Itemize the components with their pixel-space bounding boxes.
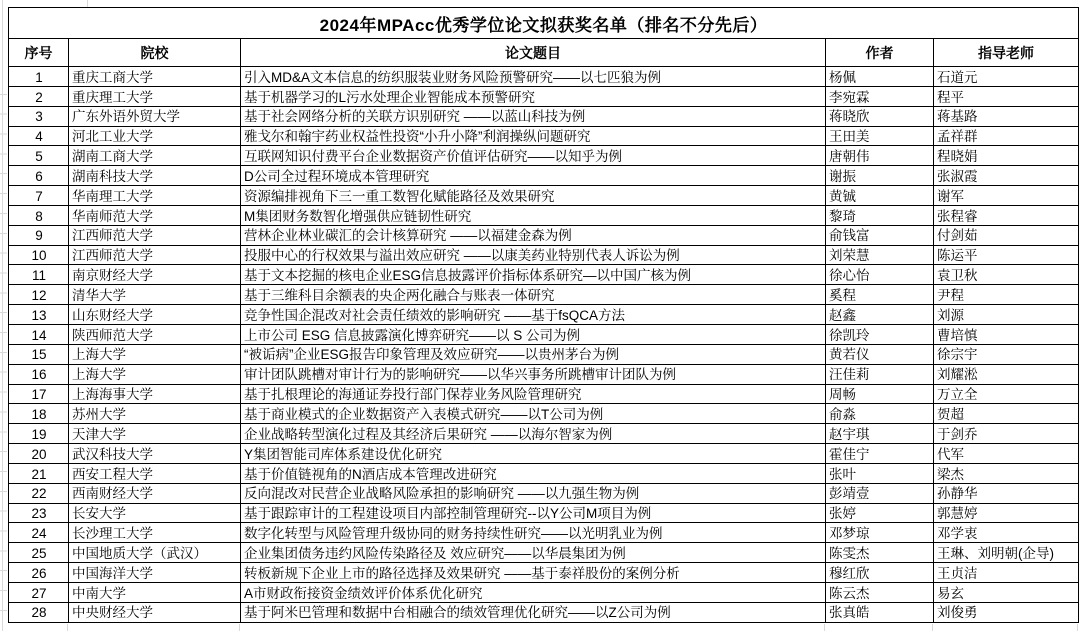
cell-author: 徐凯玲 <box>826 324 934 344</box>
cell-advisor: 袁卫秋 <box>934 265 1079 285</box>
cell-school: 华南理工大学 <box>69 186 241 206</box>
cell-thesis-title: 反向混改对民营企业战略风险承担的影响研究 ——以九强生物为例 <box>241 483 826 503</box>
table-row <box>9 344 1079 364</box>
cell-index: 3 <box>9 106 69 126</box>
cell-advisor: 谢军 <box>934 186 1079 206</box>
cell-index: 28 <box>9 602 69 622</box>
col-header-thesis: 论文题目 <box>241 39 826 67</box>
cell-advisor: 尹程 <box>934 285 1079 305</box>
cell-school: 长沙理工大学 <box>69 523 241 543</box>
table-row <box>9 106 1079 126</box>
gridline-top-tick <box>87 0 88 7</box>
award-list-table <box>8 7 1079 623</box>
cell-thesis-title: M集团财务数智化增强供应链韧性研究 <box>241 205 826 225</box>
table-row <box>9 444 1079 464</box>
cell-index: 26 <box>9 563 69 583</box>
cell-index: 2 <box>9 86 69 106</box>
cell-index: 27 <box>9 582 69 602</box>
cell-school: 上海海事大学 <box>69 384 241 404</box>
table-row <box>9 225 1079 245</box>
col-header-author: 作者 <box>826 39 934 67</box>
cell-advisor: 王贞洁 <box>934 563 1079 583</box>
cell-school: 武汉科技大学 <box>69 444 241 464</box>
col-header-school: 院校 <box>69 39 241 67</box>
table-body <box>9 67 1079 623</box>
cell-author: 黄若仪 <box>826 344 934 364</box>
table-row <box>9 543 1079 563</box>
cell-school: 中国海洋大学 <box>69 563 241 583</box>
cell-author: 唐朝伟 <box>826 146 934 166</box>
table-row <box>9 205 1079 225</box>
table-row <box>9 67 1079 87</box>
table-row <box>9 424 1079 444</box>
gridline-left-row-ticks <box>0 75 7 625</box>
cell-advisor: 刘源 <box>934 305 1079 325</box>
cell-thesis-title: 竞争性国企混改对社会责任绩效的影响研究 ——基于fsQCA方法 <box>241 305 826 325</box>
table-row <box>9 364 1079 384</box>
cell-index: 8 <box>9 205 69 225</box>
gridline-bottom-tick <box>824 624 825 631</box>
cell-index: 5 <box>9 146 69 166</box>
cell-advisor: 梁杰 <box>934 463 1079 483</box>
table-row <box>9 463 1079 483</box>
cell-advisor: 徐宗宇 <box>934 344 1079 364</box>
table-row <box>9 126 1079 146</box>
cell-thesis-title: 上市公司 ESG 信息披露演化博弈研究——以 S 公司为例 <box>241 324 826 344</box>
cell-advisor: 王琳、刘明朝(企导) <box>934 543 1079 563</box>
cell-thesis-title: 互联网知识付费平台企业数据资产价值评估研究——以知乎为例 <box>241 146 826 166</box>
cell-school: 江西师范大学 <box>69 245 241 265</box>
cell-school: 湖南科技大学 <box>69 166 241 186</box>
cell-author: 俞钱富 <box>826 225 934 245</box>
cell-thesis-title: 基于价值链视角的N酒店成本管理改进研究 <box>241 463 826 483</box>
cell-index: 12 <box>9 285 69 305</box>
cell-school: 陕西师范大学 <box>69 324 241 344</box>
cell-advisor: 程晓娟 <box>934 146 1079 166</box>
cell-school: 中南大学 <box>69 582 241 602</box>
cell-index: 10 <box>9 245 69 265</box>
cell-index: 20 <box>9 444 69 464</box>
table-row <box>9 483 1079 503</box>
cell-advisor: 刘俊勇 <box>934 602 1079 622</box>
cell-author: 黄铖 <box>826 186 934 206</box>
cell-thesis-title: 基于阿米巴管理和数据中台相融合的绩效管理优化研究——以Z公司为例 <box>241 602 826 622</box>
cell-school: 天津大学 <box>69 424 241 444</box>
cell-thesis-title: 企业战略转型演化过程及其经济后果研究 ——以海尔智家为例 <box>241 424 826 444</box>
cell-advisor: 孟祥群 <box>934 126 1079 146</box>
cell-index: 21 <box>9 463 69 483</box>
cell-author: 王田美 <box>826 126 934 146</box>
cell-thesis-title: 转板新规下企业上市的路径选择及效果研究 ——基于泰祥股份的案例分析 <box>241 563 826 583</box>
cell-advisor: 张程睿 <box>934 205 1079 225</box>
cell-thesis-title: 基于商业模式的企业数据资产入表模式研究——以T公司为例 <box>241 404 826 424</box>
cell-author: 徐心怡 <box>826 265 934 285</box>
cell-advisor: 万立全 <box>934 384 1079 404</box>
cell-school: 苏州大学 <box>69 404 241 424</box>
cell-index: 6 <box>9 166 69 186</box>
cell-author: 彭靖壹 <box>826 483 934 503</box>
cell-advisor: 刘耀淞 <box>934 364 1079 384</box>
cell-author: 俞淼 <box>826 404 934 424</box>
cell-advisor: 孙静华 <box>934 483 1079 503</box>
cell-author: 张叶 <box>826 463 934 483</box>
cell-school: 南京财经大学 <box>69 265 241 285</box>
table-row <box>9 265 1079 285</box>
table-row <box>9 582 1079 602</box>
cell-advisor: 付剑茹 <box>934 225 1079 245</box>
col-header-index: 序号 <box>9 39 69 67</box>
table-row <box>9 324 1079 344</box>
cell-index: 7 <box>9 186 69 206</box>
header-row <box>9 39 1079 67</box>
cell-index: 18 <box>9 404 69 424</box>
cell-index: 4 <box>9 126 69 146</box>
cell-author: 赵鑫 <box>826 305 934 325</box>
cell-school: 上海大学 <box>69 364 241 384</box>
cell-thesis-title: 基于三维科目余额表的央企两化融合与账表一体研究 <box>241 285 826 305</box>
cell-author: 汪佳莉 <box>826 364 934 384</box>
cell-thesis-title: A市财政衔接资金绩效评价体系优化研究 <box>241 582 826 602</box>
cell-author: 邓梦琼 <box>826 523 934 543</box>
cell-author: 陈雯杰 <box>826 543 934 563</box>
title-row <box>9 8 1079 39</box>
cell-school: 中央财经大学 <box>69 602 241 622</box>
cell-advisor: 邓学衷 <box>934 523 1079 543</box>
cell-school: 上海大学 <box>69 344 241 364</box>
cell-advisor: 于剑乔 <box>934 424 1079 444</box>
table-row <box>9 503 1079 523</box>
cell-author: 奚程 <box>826 285 934 305</box>
table-row <box>9 384 1079 404</box>
cell-thesis-title: 数字化转型与风险管理升级协同的财务持续性研究——以光明乳业为例 <box>241 523 826 543</box>
cell-index: 25 <box>9 543 69 563</box>
cell-author: 李宛霖 <box>826 86 934 106</box>
cell-school: 清华大学 <box>69 285 241 305</box>
cell-author: 周畅 <box>826 384 934 404</box>
gridline-bottom-tick <box>67 624 68 631</box>
cell-index: 1 <box>9 67 69 87</box>
cell-thesis-title: Y集团智能司库体系建设优化研究 <box>241 444 826 464</box>
gridline-bottom-tick <box>1077 624 1078 631</box>
cell-author: 赵宇琪 <box>826 424 934 444</box>
cell-author: 杨佩 <box>826 67 934 87</box>
cell-thesis-title: 基于机器学习的L污水处理企业智能成本预警研究 <box>241 86 826 106</box>
cell-thesis-title: 雅戈尔和翰宇药业权益性投资“小升小降”利润操纵问题研究 <box>241 126 826 146</box>
col-header-advisor: 指导老师 <box>934 39 1079 67</box>
cell-thesis-title: 基于扎根理论的海通证券投行部门保荐业务风险管理研究 <box>241 384 826 404</box>
cell-advisor: 张淑霞 <box>934 166 1079 186</box>
cell-thesis-title: 审计团队跳槽对审计行为的影响研究——以华兴事务所跳槽审计团队为例 <box>241 364 826 384</box>
cell-index: 22 <box>9 483 69 503</box>
cell-thesis-title: 投服中心的行权效果与溢出效应研究 ——以康美药业特别代表人诉讼为例 <box>241 245 826 265</box>
table-row <box>9 245 1079 265</box>
cell-author: 刘荣慧 <box>826 245 934 265</box>
cell-thesis-title: “被诟病”企业ESG报告印象管理及效应研究——以贵州茅台为例 <box>241 344 826 364</box>
cell-author: 张婷 <box>826 503 934 523</box>
cell-advisor: 曹培慎 <box>934 324 1079 344</box>
cell-thesis-title: 资源编排视角下三一重工数智化赋能路径及效果研究 <box>241 186 826 206</box>
cell-school: 西南财经大学 <box>69 483 241 503</box>
table-row <box>9 404 1079 424</box>
cell-author: 穆红欣 <box>826 563 934 583</box>
cell-thesis-title: 基于跟踪审计的工程建设项目内部控制管理研究--以Y公司M项目为例 <box>241 503 826 523</box>
table-row <box>9 285 1079 305</box>
cell-index: 19 <box>9 424 69 444</box>
cell-index: 11 <box>9 265 69 285</box>
cell-advisor: 郭慧婷 <box>934 503 1079 523</box>
cell-index: 24 <box>9 523 69 543</box>
cell-author: 张真皓 <box>826 602 934 622</box>
cell-school: 广东外语外贸大学 <box>69 106 241 126</box>
cell-index: 14 <box>9 324 69 344</box>
table-row <box>9 166 1079 186</box>
cell-school: 江西师范大学 <box>69 225 241 245</box>
cell-school: 湖南工商大学 <box>69 146 241 166</box>
cell-author: 蒋晓欣 <box>826 106 934 126</box>
cell-advisor: 贺超 <box>934 404 1079 424</box>
cell-author: 陈云杰 <box>826 582 934 602</box>
cell-school: 河北工业大学 <box>69 126 241 146</box>
cell-thesis-title: 营林企业林业碳汇的会计核算研究 ——以福建金森为例 <box>241 225 826 245</box>
table-row <box>9 86 1079 106</box>
cell-school: 山东财经大学 <box>69 305 241 325</box>
cell-index: 17 <box>9 384 69 404</box>
gridline-bottom-tick <box>932 624 933 631</box>
cell-author: 谢振 <box>826 166 934 186</box>
table-row <box>9 186 1079 206</box>
cell-advisor: 石道元 <box>934 67 1079 87</box>
page-title: 2024年MPAcc优秀学位论文拟获奖名单（排名不分先后） <box>9 8 1079 39</box>
cell-index: 9 <box>9 225 69 245</box>
cell-advisor: 陈运平 <box>934 245 1079 265</box>
table-row <box>9 146 1079 166</box>
table-row <box>9 523 1079 543</box>
table-row <box>9 602 1079 622</box>
cell-school: 重庆工商大学 <box>69 67 241 87</box>
table-row <box>9 563 1079 583</box>
cell-thesis-title: 基于社会网络分析的关联方识别研究 ——以蓝山科技为例 <box>241 106 826 126</box>
cell-index: 23 <box>9 503 69 523</box>
cell-thesis-title: D公司全过程环境成本管理研究 <box>241 166 826 186</box>
table-row <box>9 305 1079 325</box>
cell-thesis-title: 引入MD&A文本信息的纺织服装业财务风险预警研究——以七匹狼为例 <box>241 67 826 87</box>
cell-school: 长安大学 <box>69 503 241 523</box>
cell-school: 华南师范大学 <box>69 205 241 225</box>
cell-index: 16 <box>9 364 69 384</box>
cell-index: 15 <box>9 344 69 364</box>
cell-author: 黎琦 <box>826 205 934 225</box>
cell-advisor: 易玄 <box>934 582 1079 602</box>
cell-advisor: 蒋基路 <box>934 106 1079 126</box>
cell-author: 霍佳宁 <box>826 444 934 464</box>
cell-index: 13 <box>9 305 69 325</box>
gridline-bottom-tick <box>239 624 240 631</box>
cell-school: 重庆理工大学 <box>69 86 241 106</box>
cell-thesis-title: 企业集团债务违约风险传染路径及 效应研究——以华晨集团为例 <box>241 543 826 563</box>
cell-school: 西安工程大学 <box>69 463 241 483</box>
cell-school: 中国地质大学（武汉） <box>69 543 241 563</box>
cell-advisor: 程平 <box>934 86 1079 106</box>
cell-advisor: 代军 <box>934 444 1079 464</box>
cell-thesis-title: 基于文本挖掘的核电企业ESG信息披露评价指标体系研究—以中国广核为例 <box>241 265 826 285</box>
